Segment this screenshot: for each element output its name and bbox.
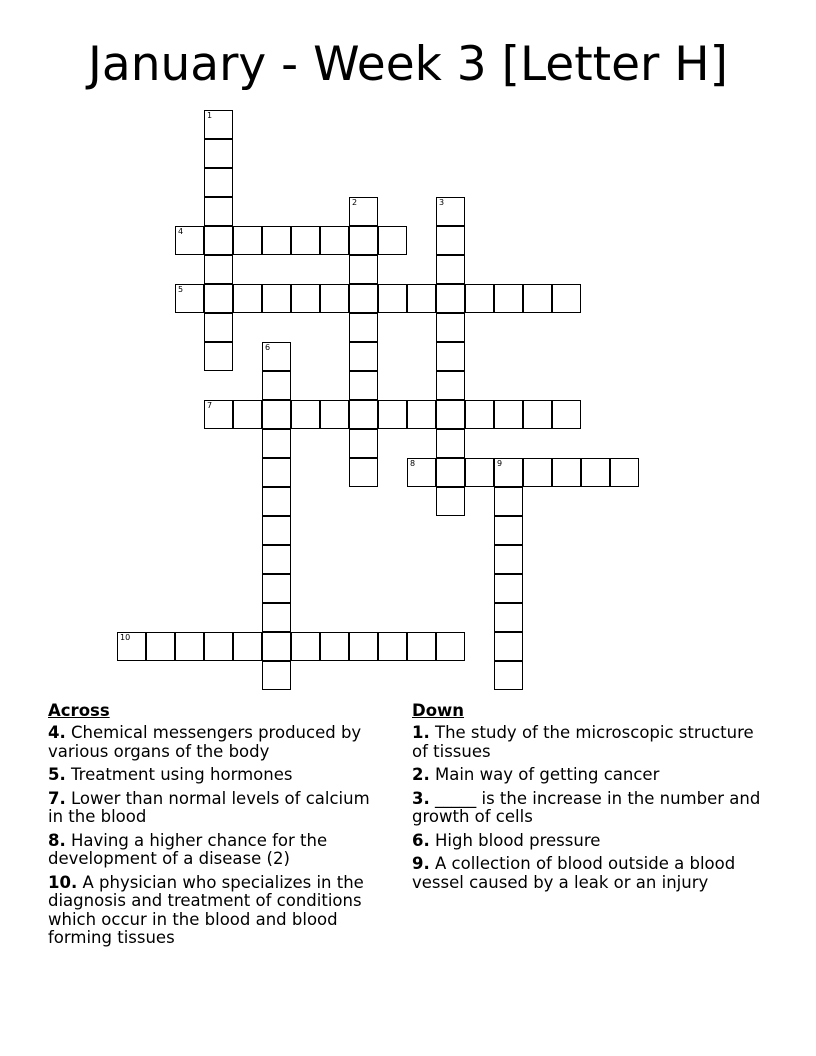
down-clues — [412, 701, 762, 897]
grid-cell[interactable] — [146, 632, 175, 661]
grid-cell[interactable] — [175, 632, 204, 661]
grid-cell[interactable] — [291, 284, 320, 313]
clue-text: Main way of getting cancer — [435, 765, 660, 784]
down-clue-1 — [412, 724, 762, 761]
grid-cell[interactable] — [349, 458, 378, 487]
across-clue-8 — [48, 832, 388, 869]
grid-cell[interactable] — [436, 284, 465, 313]
grid-cell[interactable] — [523, 284, 552, 313]
grid-cell[interactable] — [349, 197, 378, 226]
across-clue-10 — [48, 874, 388, 948]
grid-cell[interactable] — [233, 284, 262, 313]
grid-cell[interactable] — [349, 371, 378, 400]
grid-cell[interactable] — [204, 400, 233, 429]
cell-number: 6 — [265, 343, 271, 352]
cell-number: 9 — [497, 459, 503, 468]
grid-cell[interactable] — [494, 632, 523, 661]
clue-number: 7. — [48, 788, 66, 808]
clue-text: Chemical messengers produced by various organs of the body — [48, 723, 362, 761]
grid-cell[interactable] — [349, 255, 378, 284]
clue-number: 2. — [412, 765, 430, 784]
grid-cell[interactable] — [320, 632, 349, 661]
clue-text: Treatment using hormones — [71, 765, 293, 784]
grid-cell[interactable] — [494, 487, 523, 516]
grid-cell[interactable] — [436, 313, 465, 342]
grid-cell[interactable] — [581, 458, 610, 487]
grid-cell[interactable] — [494, 603, 523, 632]
across-clue-4 — [48, 724, 388, 761]
grid-cell[interactable] — [552, 458, 581, 487]
down-heading: Down — [412, 701, 465, 720]
grid-cell[interactable] — [465, 458, 494, 487]
grid-cell[interactable] — [320, 400, 349, 429]
grid-cell[interactable] — [320, 284, 349, 313]
grid-cell[interactable] — [204, 168, 233, 197]
grid-cell[interactable] — [204, 255, 233, 284]
grid-cell[interactable] — [494, 545, 523, 574]
down-clue-2 — [412, 766, 762, 785]
grid-cell[interactable] — [175, 284, 204, 313]
clue-text: A collection of blood outside a blood vessel caused by a leak or an injury — [412, 854, 736, 892]
grid-cell[interactable] — [349, 226, 378, 255]
grid-cell[interactable] — [291, 400, 320, 429]
grid-cell[interactable] — [610, 458, 639, 487]
grid-cell[interactable] — [436, 342, 465, 371]
grid-cell[interactable] — [262, 574, 291, 603]
grid-cell[interactable] — [262, 458, 291, 487]
down-clue-9 — [412, 855, 762, 892]
cell-number: 7 — [207, 401, 213, 410]
grid-cell[interactable] — [262, 342, 291, 371]
cell-number: 10 — [120, 633, 131, 642]
cell-number: 5 — [178, 285, 184, 294]
clue-number: 1. — [412, 723, 430, 742]
grid-cell[interactable] — [204, 313, 233, 342]
grid-cell[interactable] — [262, 603, 291, 632]
across-clues — [48, 701, 388, 953]
grid-cell[interactable] — [436, 226, 465, 255]
grid-cell[interactable] — [349, 313, 378, 342]
grid-cell[interactable] — [494, 284, 523, 313]
grid-cell[interactable] — [349, 284, 378, 313]
clue-number: 4. — [48, 723, 66, 742]
clue-number: 6. — [412, 830, 430, 850]
grid-cell[interactable] — [552, 400, 581, 429]
grid-cell[interactable] — [175, 226, 204, 255]
cell-number: 3 — [439, 198, 445, 207]
grid-cell[interactable] — [204, 226, 233, 255]
grid-cell[interactable] — [378, 400, 407, 429]
grid-cell[interactable] — [436, 429, 465, 458]
grid-cell[interactable] — [233, 400, 262, 429]
clue-text: Lower than normal levels of calcium in the blood — [48, 788, 370, 826]
clue-text: _____ is the increase in the number and growth of cells — [412, 788, 761, 826]
grid-cell[interactable] — [291, 632, 320, 661]
down-clue-3 — [412, 790, 762, 827]
grid-cell[interactable] — [262, 545, 291, 574]
grid-cell[interactable] — [204, 139, 233, 168]
across-clue-7 — [48, 790, 388, 827]
grid-cell[interactable] — [262, 632, 291, 661]
grid-cell[interactable] — [552, 284, 581, 313]
grid-cell[interactable] — [465, 284, 494, 313]
grid-cell[interactable] — [117, 632, 146, 661]
grid-cell[interactable] — [436, 255, 465, 284]
grid-cell[interactable] — [349, 429, 378, 458]
grid-cell[interactable] — [262, 400, 291, 429]
grid-cell[interactable] — [204, 197, 233, 226]
grid-cell[interactable] — [204, 110, 233, 139]
cell-number: 8 — [410, 459, 416, 468]
cell-number: 1 — [207, 111, 213, 120]
grid-cell[interactable] — [494, 458, 523, 487]
grid-cell[interactable] — [204, 632, 233, 661]
clue-number: 10. — [48, 872, 78, 892]
grid-cell[interactable] — [407, 458, 436, 487]
across-clue-5 — [48, 766, 388, 785]
grid-cell[interactable] — [436, 487, 465, 516]
clue-number: 5. — [48, 765, 66, 784]
grid-cell[interactable] — [233, 632, 262, 661]
cell-number: 2 — [352, 198, 358, 207]
grid-cell[interactable] — [436, 197, 465, 226]
grid-cell[interactable] — [320, 226, 349, 255]
grid-cell[interactable] — [262, 371, 291, 400]
grid-cell[interactable] — [436, 632, 465, 661]
grid-cell[interactable] — [262, 516, 291, 545]
grid-cell[interactable] — [436, 458, 465, 487]
grid-cell[interactable] — [407, 284, 436, 313]
grid-cell[interactable] — [407, 400, 436, 429]
grid-cell[interactable] — [494, 400, 523, 429]
grid-cell[interactable] — [262, 284, 291, 313]
grid-cell[interactable] — [262, 487, 291, 516]
puzzle-title: January - Week 3 [Letter H] — [88, 37, 728, 92]
grid-cell[interactable] — [204, 284, 233, 313]
grid-cell[interactable] — [494, 516, 523, 545]
grid-cell[interactable] — [291, 226, 320, 255]
grid-cell[interactable] — [494, 574, 523, 603]
grid-cell[interactable] — [436, 400, 465, 429]
grid-cell[interactable] — [204, 342, 233, 371]
grid-cell[interactable] — [378, 226, 407, 255]
grid-cell[interactable] — [349, 632, 378, 661]
grid-cell[interactable] — [378, 284, 407, 313]
grid-cell[interactable] — [262, 429, 291, 458]
grid-cell[interactable] — [262, 661, 291, 690]
grid-cell[interactable] — [233, 226, 262, 255]
grid-cell[interactable] — [465, 400, 494, 429]
grid-cell[interactable] — [523, 400, 552, 429]
grid-cell[interactable] — [262, 226, 291, 255]
across-heading: Across — [48, 701, 110, 720]
clue-text: Having a higher chance for the development of a disease (2) — [48, 830, 328, 868]
clue-number: 3. — [412, 788, 430, 808]
grid-cell[interactable] — [349, 400, 378, 429]
grid-cell[interactable] — [494, 661, 523, 690]
grid-cell[interactable] — [436, 371, 465, 400]
grid-cell[interactable] — [407, 632, 436, 661]
grid-cell[interactable] — [523, 458, 552, 487]
clue-number: 8. — [48, 830, 66, 850]
grid-cell[interactable] — [349, 342, 378, 371]
clue-text: The study of the microscopic structure of tissues — [412, 723, 754, 761]
cell-number: 4 — [178, 227, 184, 236]
down-clue-6 — [412, 832, 762, 851]
clue-number: 9. — [412, 854, 430, 873]
clue-text: A physician who specializes in the diagnosis and treatment of conditions which occur in the blood and blood forming tissues — [48, 872, 364, 947]
clue-text: High blood pressure — [435, 830, 601, 850]
grid-cell[interactable] — [378, 632, 407, 661]
